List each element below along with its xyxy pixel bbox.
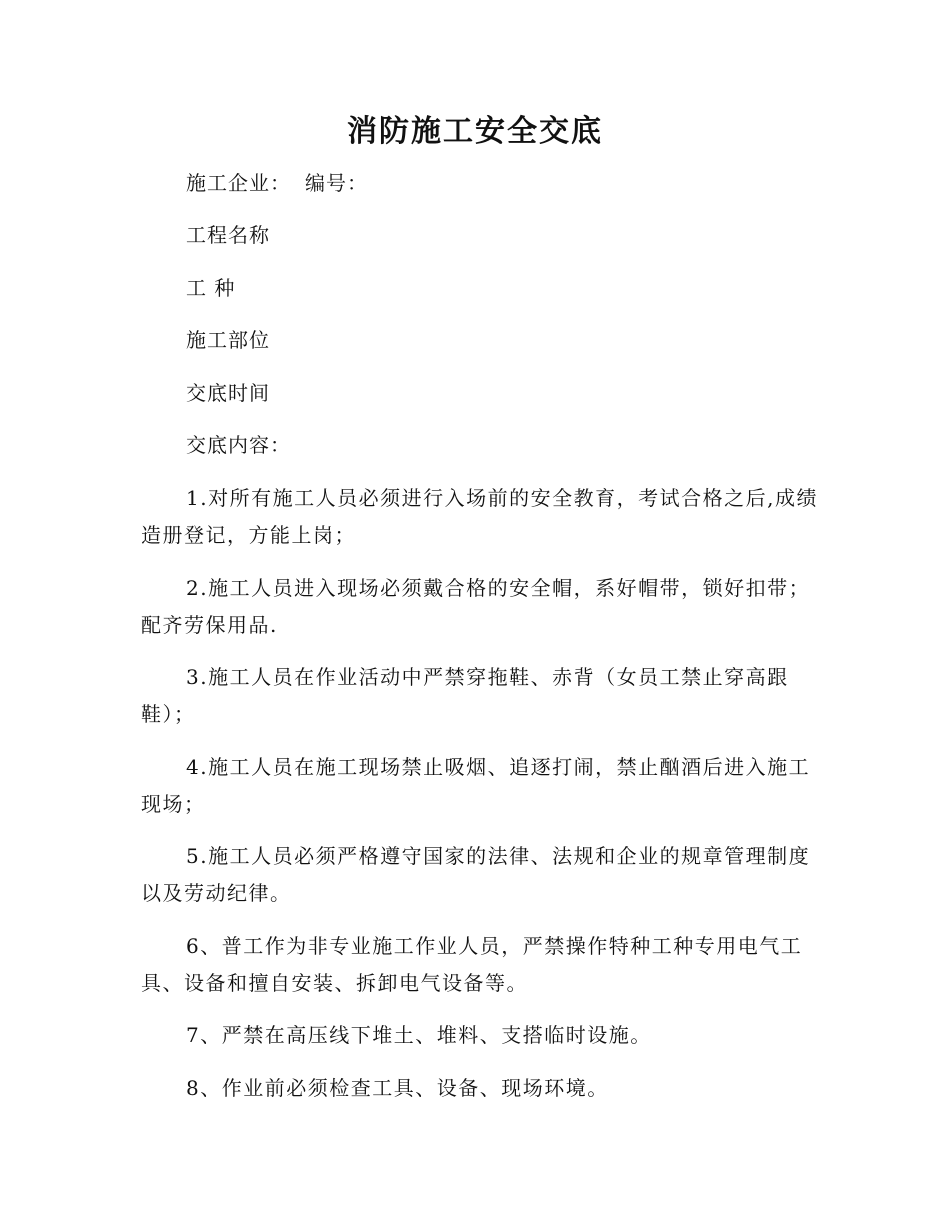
field-company-label: 施工企业： [186,171,291,195]
field-number-label: 编号： [305,171,368,195]
list-item: 6、普工作为非专业施工作业人员，严禁操作特种工种专用电气工具、设备和擅自安装、拆卸电气设备等。 [141,934,803,995]
field-project-name-label: 工程名称 [186,223,270,247]
document-title: 消防施工安全交底 [347,114,603,149]
field-construction-part-label: 施工部位 [186,328,270,352]
list-item: 8、作业前必须检查工具、设备、现场环境。 [186,1076,609,1100]
field-company-number-row [186,169,368,197]
field-work-type-label: 工 种 [186,276,236,300]
list-item: 3.施工人员在作业活动中严禁穿拖鞋、赤背（女员工禁止穿高跟鞋）； [141,665,789,726]
list-item: 5.施工人员必须严格遵守国家的法律、法规和企业的规章管理制度以及劳动纪律。 [141,844,811,905]
list-item: 4.施工人员在施工现场禁止吸烟、追逐打闹，禁止酗酒后进入施工现场； [141,755,811,816]
list-item: 7、严禁在高压线下堆土、堆料、支搭临时设施。 [186,1023,652,1047]
field-briefing-content-label: 交底内容： [186,433,291,457]
list-item: 1.对所有施工人员必须进行入场前的安全教育，考试合格之后,成绩造册登记，方能上岗； [141,486,818,547]
list-item: 2.施工人员进入现场必须戴合格的安全帽，系好帽带，锁好扣带；配齐劳保用品. [141,576,811,637]
field-briefing-time-label: 交底时间 [186,381,270,405]
